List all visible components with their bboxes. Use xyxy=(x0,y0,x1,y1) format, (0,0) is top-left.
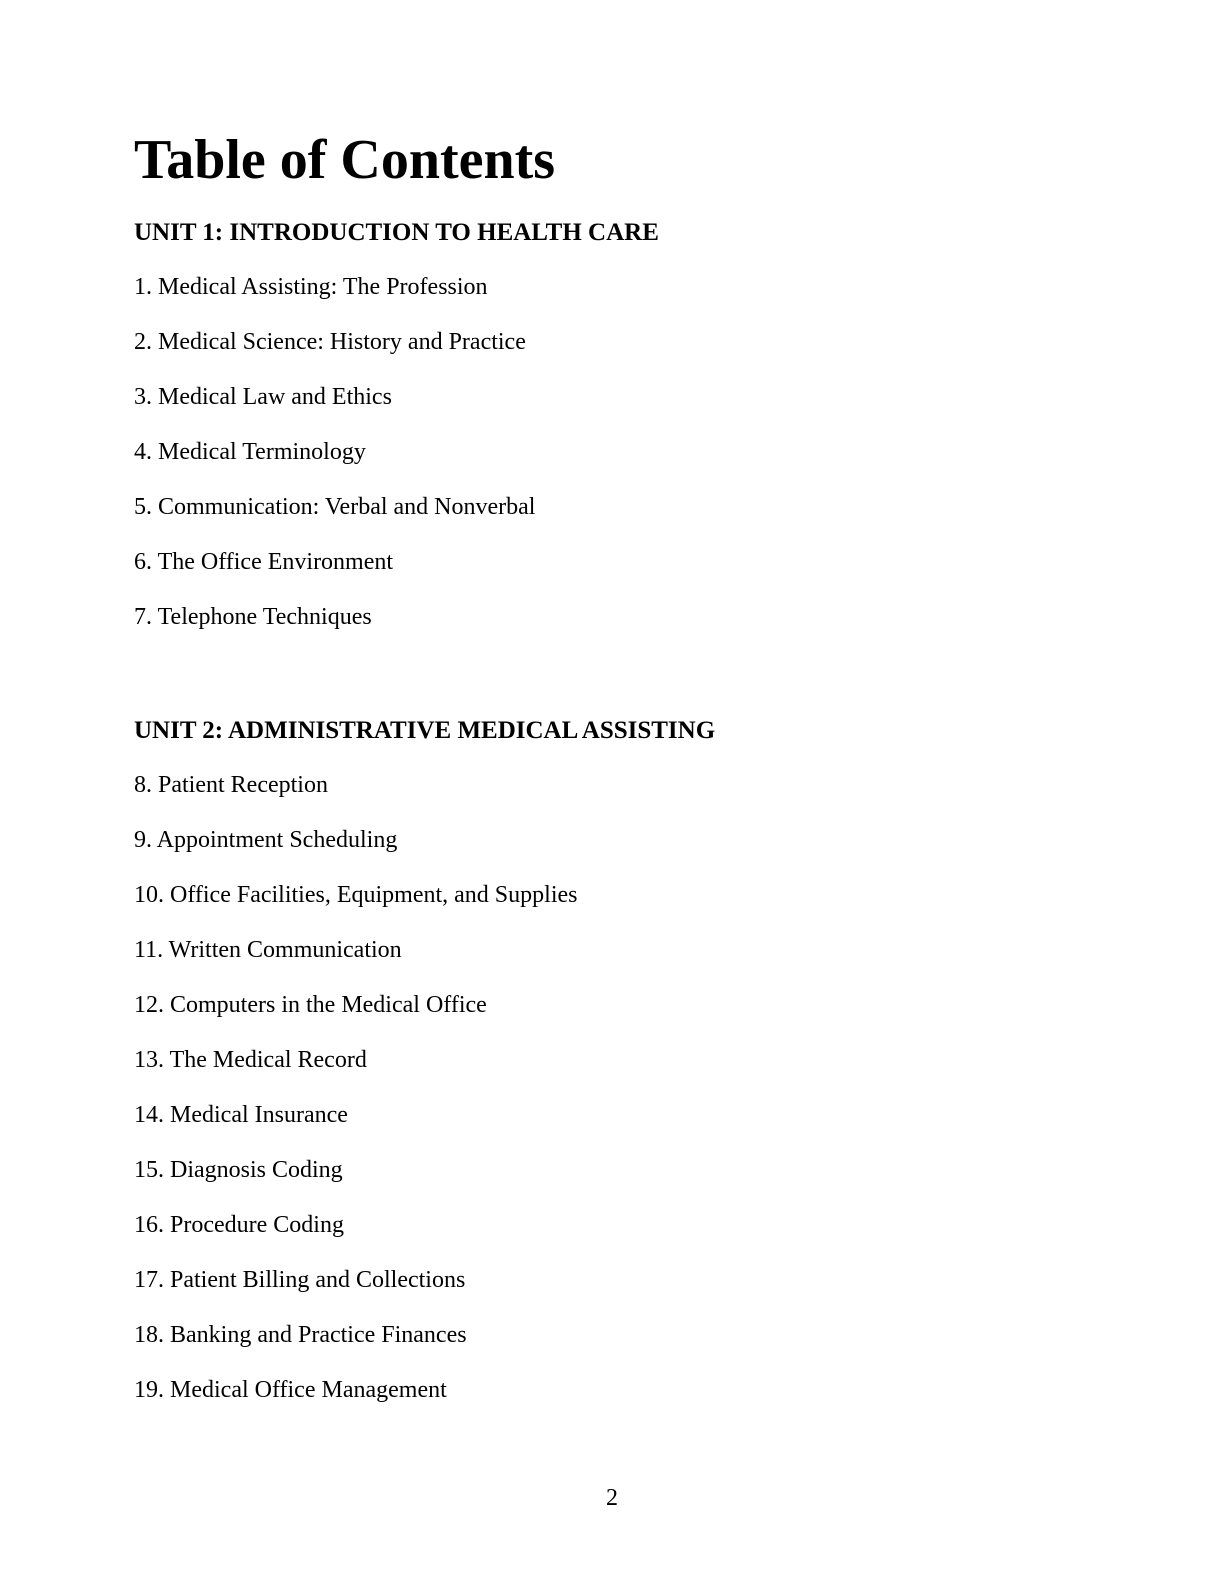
toc-item: 19. Medical Office Management xyxy=(134,1377,447,1403)
toc-item: 5. Communication: Verbal and Nonverbal xyxy=(134,494,536,520)
toc-item: 8. Patient Reception xyxy=(134,772,328,798)
page-content xyxy=(134,125,1124,1418)
toc-unit-2 xyxy=(134,703,1124,1418)
toc-item: 1. Medical Assisting: The Profession xyxy=(134,274,488,300)
toc-item: 16. Procedure Coding xyxy=(134,1212,344,1238)
toc-item: 17. Patient Billing and Collections xyxy=(134,1267,466,1293)
toc-item: 4. Medical Terminology xyxy=(134,439,366,465)
toc-item: 10. Office Facilities, Equipment, and Supplies xyxy=(134,882,578,908)
toc-item: 12. Computers in the Medical Office xyxy=(134,992,487,1018)
toc-item: 18. Banking and Practice Finances xyxy=(134,1322,467,1348)
toc-item: 6. The Office Environment xyxy=(134,549,394,575)
toc-item: 11. Written Communication xyxy=(134,937,402,963)
unit-2-heading: UNIT 2: ADMINISTRATIVE MEDICAL ASSISTING xyxy=(134,717,716,744)
toc-item: 9. Appointment Scheduling xyxy=(134,827,398,853)
toc-item: 2. Medical Science: History and Practice xyxy=(134,329,526,355)
toc-item: 7. Telephone Techniques xyxy=(134,604,372,630)
page-number: 2 xyxy=(606,1485,618,1511)
toc-item: 13. The Medical Record xyxy=(134,1047,367,1073)
toc-unit-1 xyxy=(134,205,1124,645)
toc-item: 14. Medical Insurance xyxy=(134,1102,348,1128)
toc-item: 15. Diagnosis Coding xyxy=(134,1157,343,1183)
unit-1-heading: UNIT 1: INTRODUCTION TO HEALTH CARE xyxy=(134,219,659,246)
toc-item: 3. Medical Law and Ethics xyxy=(134,384,392,410)
page-title: Table of Contents xyxy=(134,129,556,191)
